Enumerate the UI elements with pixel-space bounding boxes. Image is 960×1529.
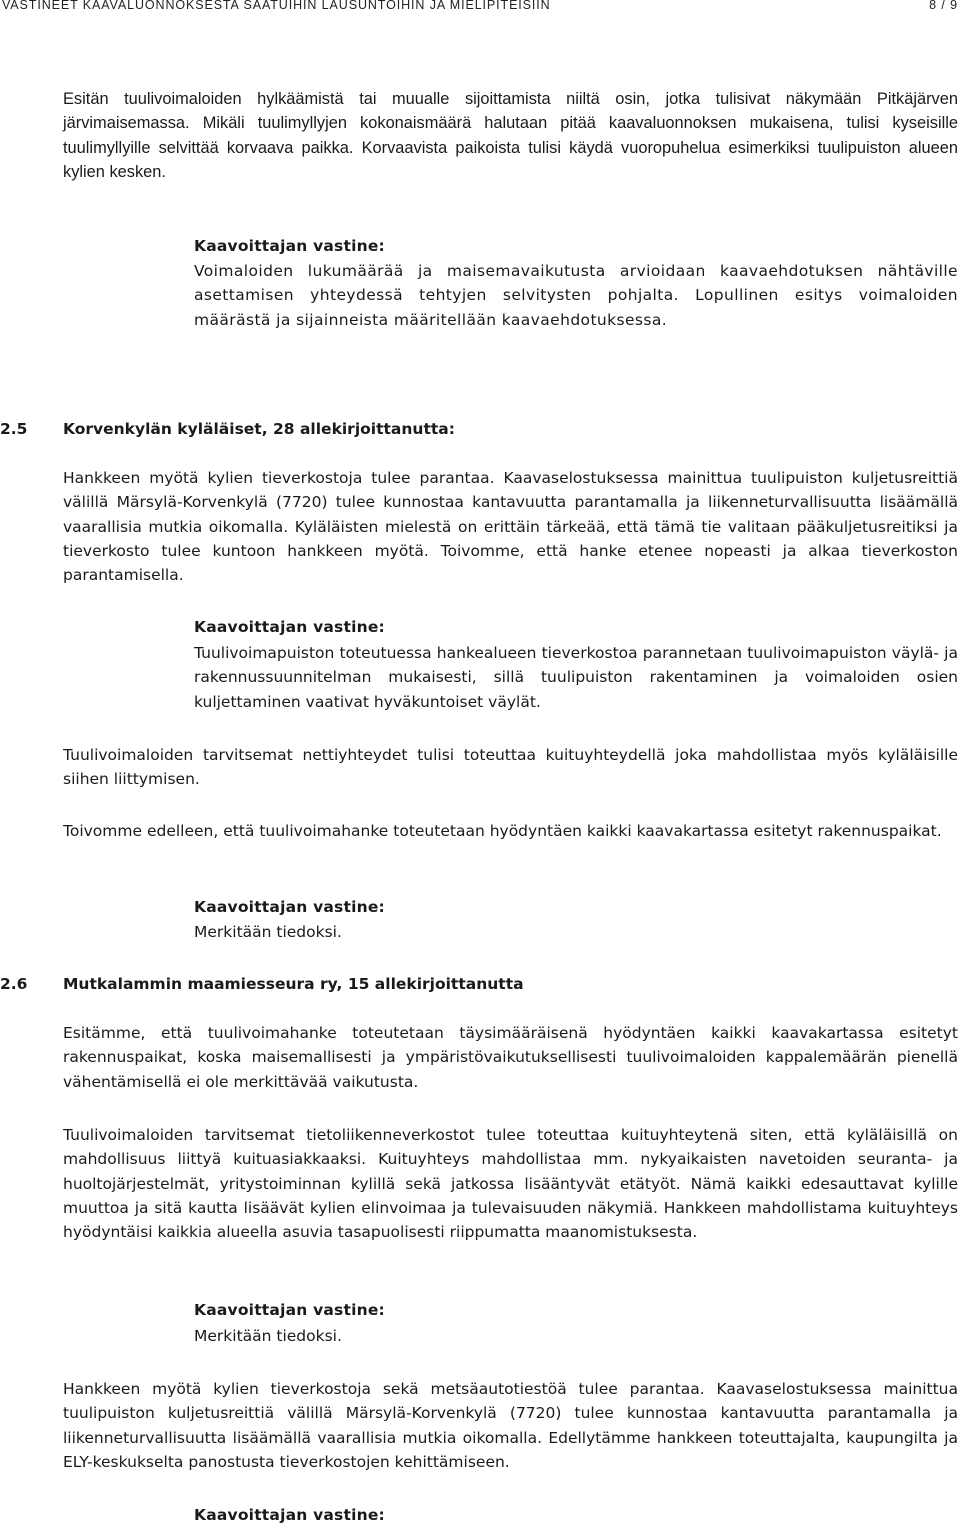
section-paragraph: Hankkeen myötä kylien tieverkostoja tulee parantaa. Kaavaselostuksessa mainittua tuulipuiston kuljetusreittiä välillä Märsylä-Korvenkylä (7720) tulee kunnostaa kantavuutta parantamalla ja liikenneturvallisuutta lisäämällä vaarallisia mutkia oikomalla. Kyläläisten mielestä on erittäin tärkeää, että tämä tie valitaan pääkuljetusreitiksi ja tieverkosto tulee kuntoon hankkeen myötä. Toivomme, että hanke etenee nopeasti ja alkaa tieverkoston parantamisella. (63, 469, 958, 585)
section-number: 2.6 (0, 975, 28, 993)
section-paragraph: Hankkeen myötä kylien tieverkostoja sekä metsäautotiestöä tulee parantaa. Kaavaselostuksessa mainittua tuulipuiston kuljetusreittiä välillä Märsylä-Korvenkylä (7720) tulee kunnostaa kantavuutta parantamalla ja liikenneturvallisuutta lisäämällä vaarallisia mutkia oikomalla. Edellytämme hankkeen toteuttajalta, kaupungilta ja ELY-keskukselta panostusta tieverkostojen kehittämiseen. (63, 1380, 958, 1471)
response-label: Kaavoittajan vastine: (194, 1301, 385, 1319)
response-text: Tuulivoimapuiston toteutuessa hankealueen tieverkostoa parannetaan tuulivoimapuiston väylä- ja rakennussuunnitelman mukaisesti, sillä tuulipuiston rakentaminen ja voimaloiden osien kuljettaminen vaativat hyväkuntoiset väylät. (194, 644, 958, 711)
section-paragraph: Tuulivoimaloiden tarvitsemat tietoliikenneverkostot tulee toteuttaa kuituyhteytenä siten, että kyläläisillä on mahdollisuus liittyä kuituasiakkaaksi. Kuituyhteys mahdollistaa mm. nykyaikaisten navetoiden seuranta- ja huoltojärjestelmät, yritystoiminnan kylillä sekä jatkossa lisääntyvät etätyöt. Nämä kaikki edesauttavat kylille muuttoa ja sitä kautta lisäävät kylien elinvoimaa ja tulevaisuuden näkymiä. Hankkeen mahdollistama kuituyhteys hyödyntäisi kaikkia alueella asuvia tasapuolisesti riippumatta maanomistuksesta. (63, 1126, 958, 1242)
response-label: Kaavoittajan vastine: (194, 618, 385, 636)
response-text: Voimaloiden lukumäärää ja maisemavaikutusta arvioidaan kaavaehdotuksen nähtäville asettamisen yhteydessä tehtyjen selvitysten pohjalta. Lopullinen esitys voimaloiden määrästä ja sijainneista määritellään kaavaehdotuksessa. (194, 262, 958, 329)
document-title: VASTINEET KAAVALUONNOKSESTA SAATUIHIN LAUSUNTOIHIN JA MIELIPITEISIIN (2, 0, 551, 12)
section-paragraph: Toivomme edelleen, että tuulivoimahanke toteutetaan hyödyntäen kaikki kaavakartassa esitetyt rakennuspaikat. (63, 822, 942, 840)
response-text: Merkitään tiedoksi. (194, 1327, 342, 1345)
page-header (0, 0, 960, 14)
page-number: 8 / 9 (929, 0, 958, 12)
response-label: Kaavoittajan vastine: (194, 237, 385, 255)
response-label: Kaavoittajan vastine: (194, 898, 385, 916)
response-text: Merkitään tiedoksi. (194, 923, 342, 941)
section-number: 2.5 (0, 420, 28, 438)
response-label: Kaavoittajan vastine: (194, 1506, 385, 1524)
section-paragraph: Esitämme, että tuulivoimahanke toteutetaan täysimääräisenä hyödyntäen kaikki kaavakartassa esitetyt rakennuspaikat, koska maisemallisesti ja ympäristövaikutuksellisesti tuulivoimaloiden kappalemäärän pienellä vähentämisellä ei ole merkittävää vaikutusta. (63, 1024, 958, 1091)
section-heading (0, 417, 455, 441)
section-title: Mutkalammin maamiesseura ry, 15 allekirjoittanutta (63, 975, 524, 993)
section-paragraph: Tuulivoimaloiden tarvitsemat nettiyhteydet tulisi toteuttaa kuituyhteydellä joka mahdollistaa myös kyläläisille siihen liittymisen. (63, 746, 958, 789)
intro-paragraph: Esitän tuulivoimaloiden hylkäämistä tai muualle sijoittamista niiltä osin, jotka tulisivat näkymään Pitkäjärven järvimaisemassa. Mikäli tuulimyllyjen kokonaismäärä halutaan pitää kaavaluonnoksen mukaisena, tulisi kyseisille tuulimyllyille selvittää korvaava paikka. Korvaavista paikoista tulisi käydä vuoropuhelua esimerkiksi tuulipuiston alueen kylien kesken. (63, 90, 958, 181)
section-title: Korvenkylän kyläläiset, 28 allekirjoittanutta: (63, 420, 455, 438)
section-heading (0, 972, 524, 996)
